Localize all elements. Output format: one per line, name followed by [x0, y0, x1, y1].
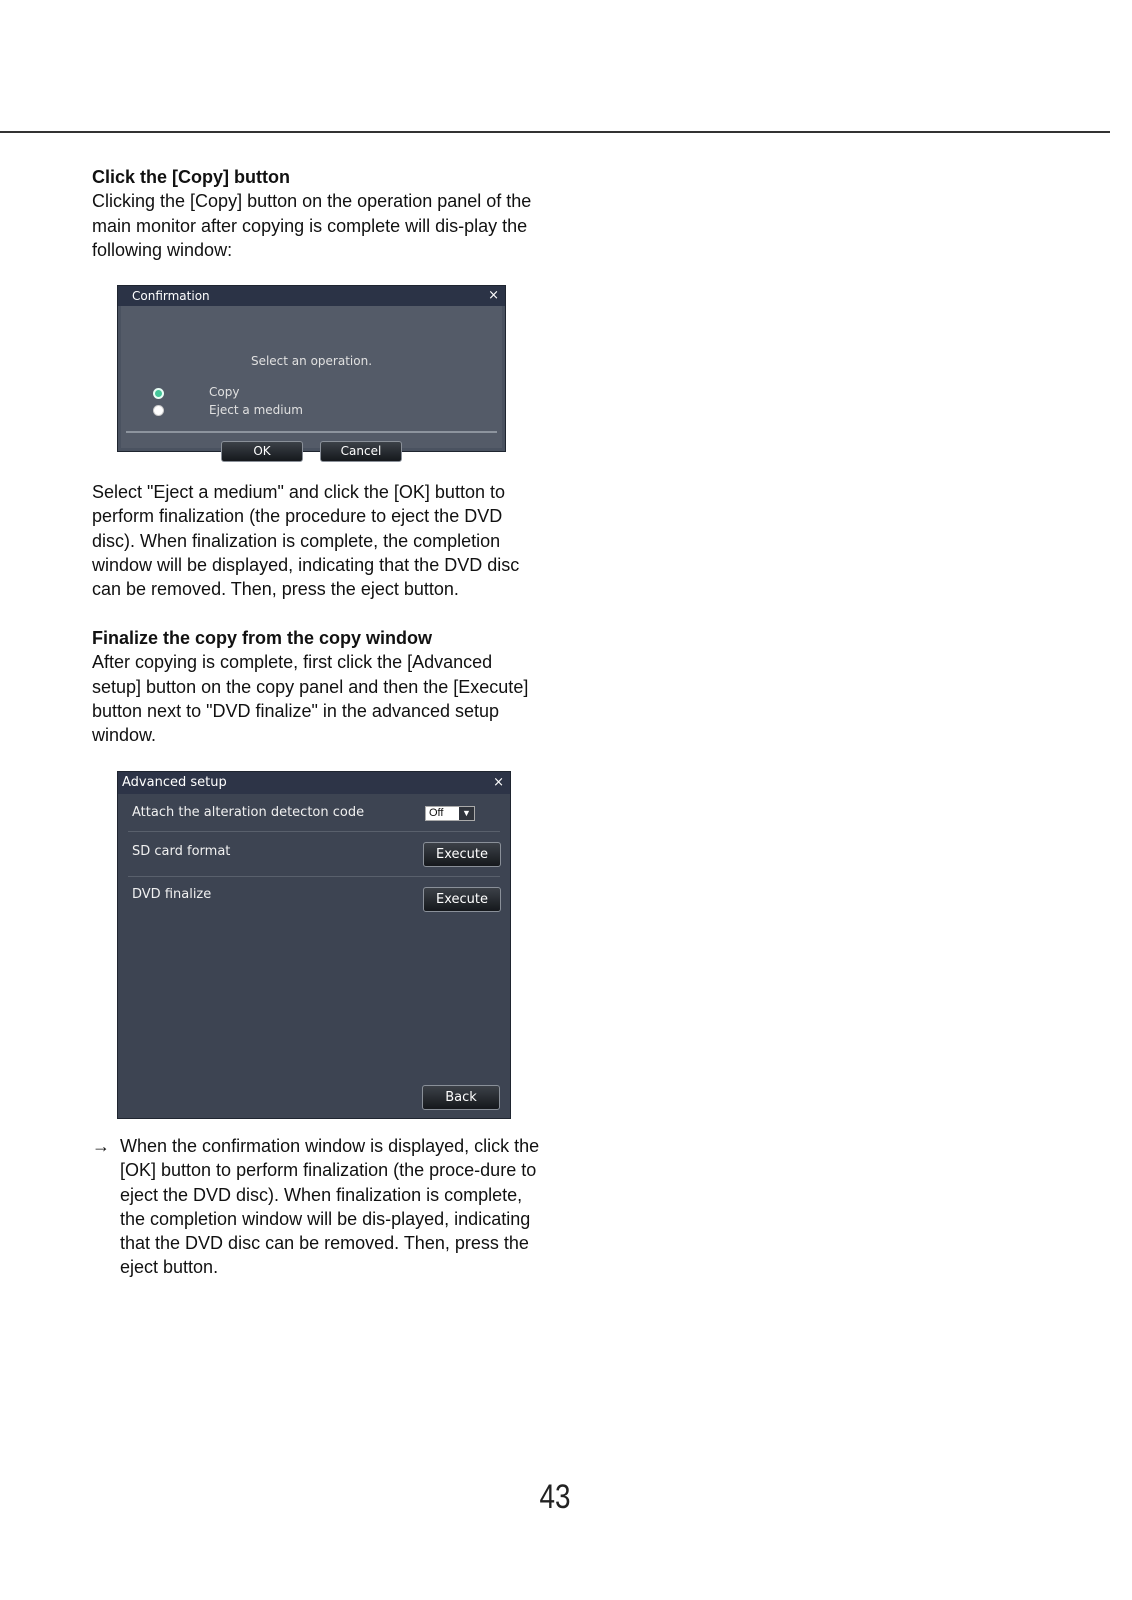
window-title: Advanced setup [118, 772, 510, 794]
divider [128, 831, 500, 832]
section-body: After copying is complete, first click the [Advanced setup] button on the copy panel and then the [Execute] button next to "DVD finalize" in the advanced setup window. [92, 652, 529, 746]
cancel-button[interactable]: Cancel [320, 441, 402, 462]
window-body [121, 306, 502, 458]
divider [126, 431, 497, 433]
paragraph: Select "Eject a medium" and click the [OK] button to perform finalization (the procedure to eject the DVD disc). When finalization is complete, the completion window will be displayed, indicating that the DVD disc can be removed. Then, press the eject button. [92, 482, 520, 600]
arrow-right-icon: → [92, 1136, 110, 1156]
option-label-eject-medium: Eject a medium [209, 403, 303, 417]
arrow-note-text: When the confirmation window is displayed, click the [OK] button to perform finalization (the proce-dure to eject the DVD disc). When finalization is complete, the completion window will be dis-played, indicating that the DVD disc can be removed. Then, press the eject button. [120, 1136, 540, 1278]
advanced-setup-window [117, 771, 511, 1119]
header-rule [0, 131, 1110, 133]
section-copy-button [92, 165, 542, 262]
window-title: Confirmation [118, 286, 505, 306]
row-label-alteration-code: Attach the alteration detecton code [132, 805, 365, 820]
finalize-instructions [92, 480, 542, 601]
close-icon[interactable]: × [488, 288, 499, 303]
close-icon[interactable]: × [493, 775, 504, 790]
confirm-message: Select an operation. [250, 354, 373, 368]
radio-eject-medium[interactable] [153, 405, 164, 416]
divider [128, 876, 500, 877]
section-body: Clicking the [Copy] button on the operation panel of the main monitor after copying is complete will dis-play the following window: [92, 191, 532, 260]
row-label-sd-card-format: SD card format [132, 844, 231, 859]
alteration-code-select[interactable] [425, 806, 475, 821]
chevron-down-icon: ▼ [459, 807, 474, 820]
ok-button[interactable]: OK [221, 441, 303, 462]
dvd-finalize-execute-button[interactable]: Execute [423, 887, 501, 912]
row-label-dvd-finalize: DVD finalize [132, 887, 212, 902]
select-value: Off [429, 807, 444, 819]
radio-copy[interactable] [153, 388, 164, 399]
section-heading: Click the [Copy] button [92, 167, 290, 187]
confirmation-window [117, 285, 506, 458]
option-label-copy: Copy [209, 385, 240, 399]
section-finalize-copy-window [92, 626, 542, 747]
page-number: 43 [539, 1478, 571, 1516]
back-button[interactable]: Back [422, 1085, 500, 1110]
sd-card-format-execute-button[interactable]: Execute [423, 842, 501, 867]
section-heading: Finalize the copy from the copy window [92, 628, 433, 648]
arrow-note [92, 1134, 542, 1280]
